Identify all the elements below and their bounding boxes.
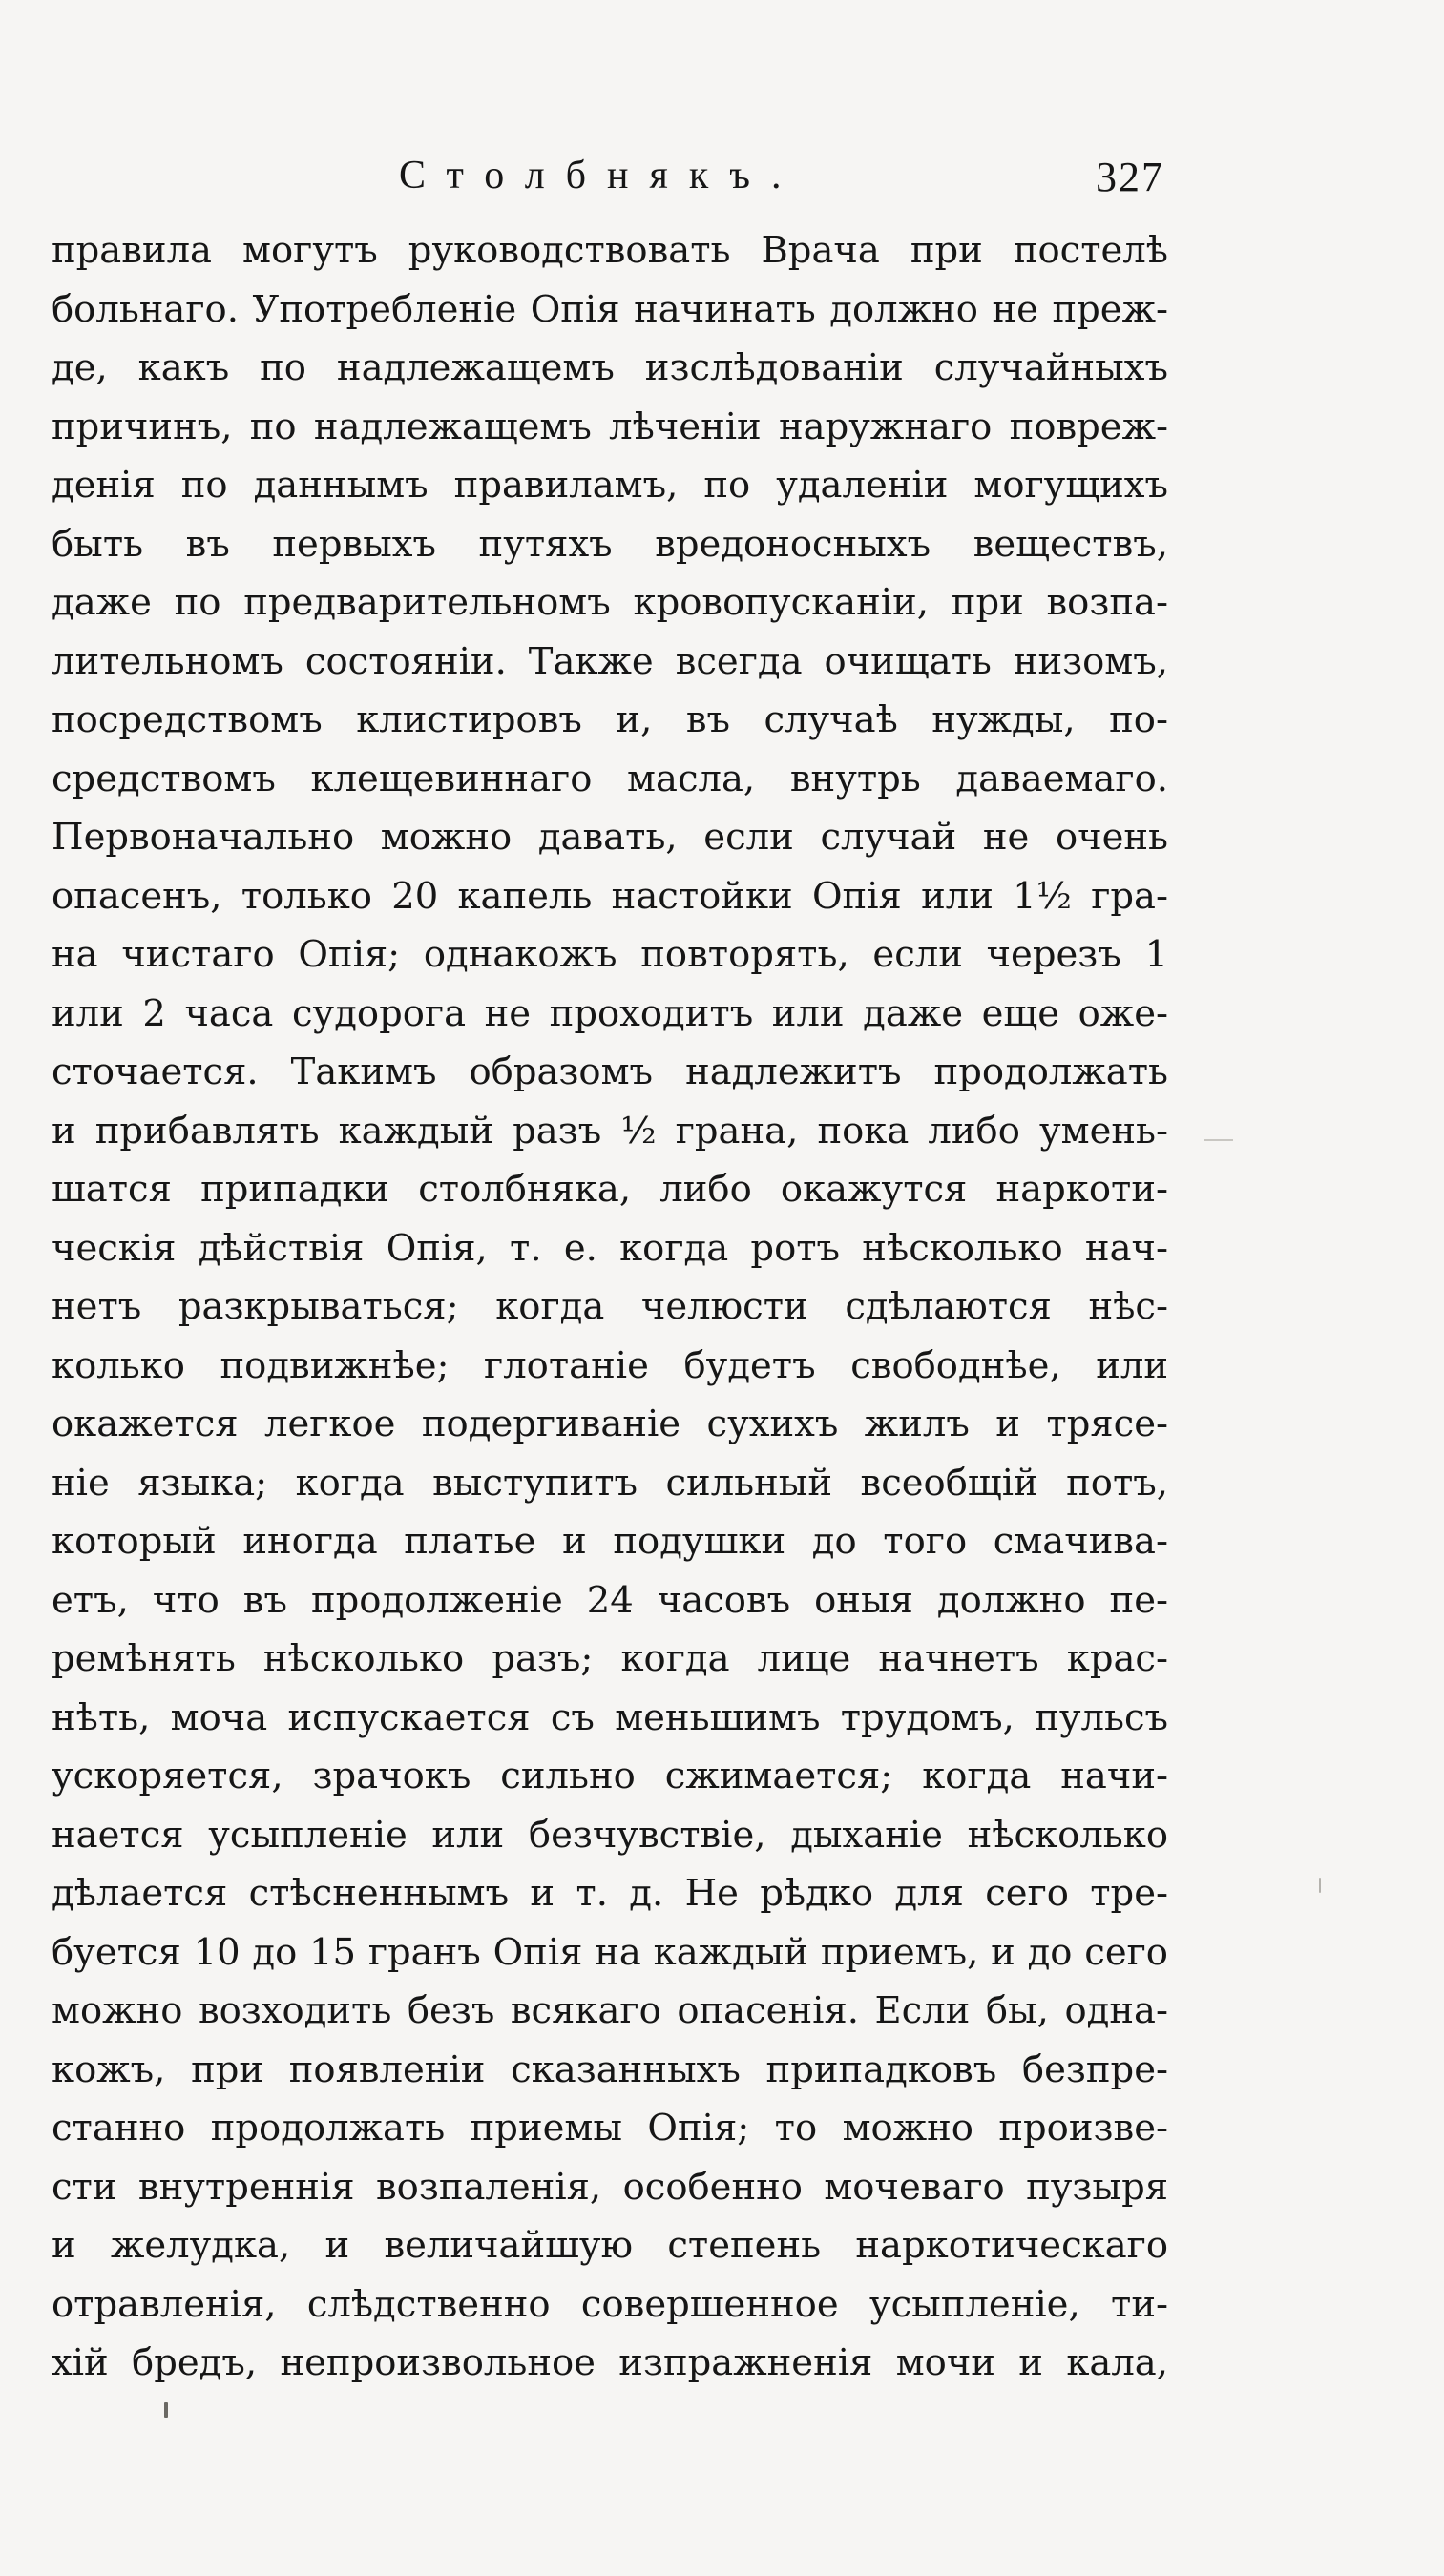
page-number: 327: [1096, 154, 1164, 200]
text-line: ніе языка; когда выступитъ сильный всеобщій потъ,: [52, 1461, 1168, 1505]
text-line: отравленія, слѣдственно совершенное усыпленіе, ти-: [52, 2282, 1168, 2326]
text-line: сточается. Такимъ образомъ надлежитъ продолжать: [52, 1050, 1168, 1093]
text-line: де, какъ по надлежащемъ изслѣдованіи случайныхъ: [52, 346, 1168, 389]
text-line: хій бредъ, непроизвольное изпражненія мочи и кала,: [52, 2341, 1168, 2384]
text-line: и желудка, и величайшую степень наркотическаго: [52, 2224, 1168, 2267]
text-line: ческія дѣйствія Опія, т. е. когда ротъ нѣсколько нач-: [52, 1226, 1168, 1270]
scan-mark: [1204, 1139, 1233, 1141]
text-line: дѣлается стѣсненнымъ и т. д. Не рѣдко для сего тре-: [52, 1872, 1168, 1915]
text-line: причинъ, по надлежащемъ лѣченіи наружнаго повреж-: [52, 405, 1168, 448]
text-line: нетъ разкрываться; когда челюсти сдѣлаются нѣс-: [52, 1285, 1168, 1328]
text-line: на чистаго Опія; однакожъ повторять, если черезъ 1: [52, 933, 1168, 976]
text-line: нается усыпленіе или безчувствіе, дыханіе нѣсколько: [52, 1813, 1168, 1857]
text-line: кожъ, при появленіи сказанныхъ припадковъ безпре-: [52, 2047, 1168, 2091]
text-line: быть въ первыхъ путяхъ вредоносныхъ веществъ,: [52, 522, 1168, 566]
scan-speck: [1319, 1878, 1321, 1893]
text-line: етъ, что въ продолженіе 24 часовъ оныя должно пе-: [52, 1578, 1168, 1622]
text-line: окажется легкое подергиваніе сухихъ жилъ и трясе-: [52, 1402, 1168, 1445]
text-line: который иногда платье и подушки до того смачива-: [52, 1520, 1168, 1563]
text-line: больнаго. Употребленіе Опія начинать должно не преж-: [52, 287, 1168, 331]
text-line: денія по даннымъ правиламъ, по удаленіи могущихъ: [52, 464, 1168, 507]
text-line: можно возходить безъ всякаго опасенія. Если бы, одна-: [52, 1989, 1168, 2032]
text-line: ускоряется, зрачокъ сильно сжимается; когда начи-: [52, 1755, 1168, 1797]
text-line: сти внутреннія возпаленія, особенно мочеваго пузыря: [52, 2165, 1168, 2209]
page-header: [0, 153, 1444, 210]
body-text: [52, 221, 1168, 2393]
text-line: опасенъ, только 20 капель настойки Опія или 1½ гра-: [52, 874, 1168, 918]
text-line: нѣть, моча испускается съ меньшимъ трудомъ, пульсъ: [52, 1695, 1168, 1739]
text-line: правила могутъ руководствовать Врача при постелѣ: [52, 229, 1168, 272]
text-line: и прибавлять каждый разъ ½ грана, пока либо умень-: [52, 1109, 1168, 1153]
text-line: ремѣнять нѣсколько разъ; когда лице начнетъ крас-: [52, 1637, 1168, 1680]
text-line: средствомъ клещевиннаго масла, внутрь даваемаго.: [52, 757, 1168, 800]
text-line: станно продолжать приемы Опія; то можно произве-: [52, 2107, 1168, 2150]
text-line: Первоначально можно давать, если случай не очень: [52, 816, 1168, 859]
text-line: шатся припадки столбняка, либо окажутся наркоти-: [52, 1168, 1168, 1211]
running-title: Столбнякъ.: [399, 154, 803, 197]
text-line: посредствомъ клистировъ и, въ случаѣ нужды, по-: [52, 698, 1168, 741]
scan-speck: [164, 2402, 168, 2418]
text-line: буется 10 до 15 гранъ Опія на каждый приемъ, и до сего: [52, 1930, 1168, 1974]
text-line: или 2 часа судорога не проходитъ или даже еще оже-: [52, 991, 1168, 1035]
text-line: лительномъ состояніи. Также всегда очищать низомъ,: [52, 639, 1168, 683]
text-line: колько подвижнѣе; глотаніе будетъ свободнѣе, или: [52, 1343, 1168, 1387]
text-line: даже по предварительномъ кровопусканіи, при возпа-: [52, 581, 1168, 624]
